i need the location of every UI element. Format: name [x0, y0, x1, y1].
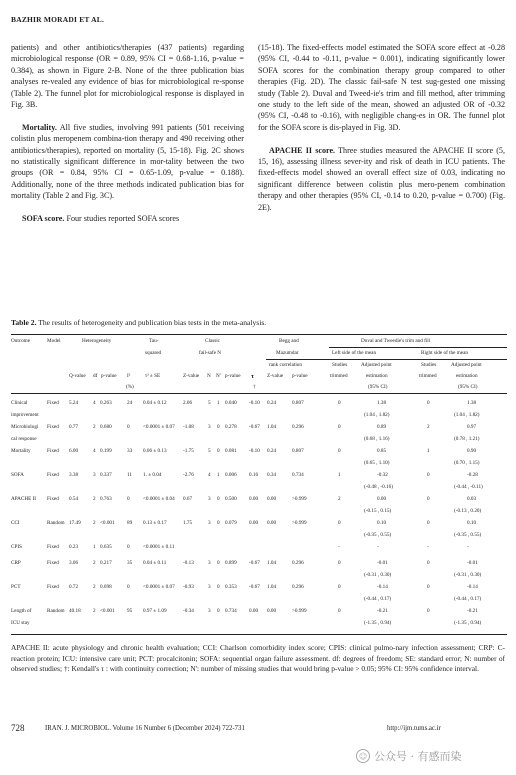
- table-cell-i2: 24: [127, 400, 133, 406]
- table-cell-n: 3: [208, 496, 211, 502]
- table-cell-i2: 11: [127, 472, 132, 478]
- table-cell-ci-l: (1.04 , 1.82): [364, 412, 390, 418]
- table-rule-duval: [329, 347, 507, 348]
- table-cell-q: 17.49: [69, 520, 81, 526]
- table-cell-pv3: 0.296: [292, 584, 304, 590]
- header-classic-2: fail-safe N: [199, 350, 222, 356]
- table-cell-ad-r: 0.03: [467, 496, 477, 502]
- header-q: Q-value: [69, 373, 86, 379]
- table-cell-q: 0.77: [69, 424, 79, 430]
- header-heterogeneity: Heterogeneity: [82, 338, 112, 344]
- table-cell-ci-r: (0.78 , 1.21): [454, 436, 480, 442]
- table-cell-df: 2: [93, 424, 96, 430]
- table-cell-n: 3: [208, 608, 211, 614]
- table-cell-np: 1: [217, 400, 220, 406]
- paragraph-text: All five studies, involving 991 patients (501 receiving colistin plus meropenem combina-tion therapy and 490 receiving other antibiotics/therapies), reported on mortality (5, 15-18). Fig. 2C shows no statistically significant difference in mor-tality between the two groups (OR = 0.84, 95% CI = 0.65-1.09, p-value = 0.188). Additionally, none of the three methods indicated publication bias for mortality (Table 2 and Fig. 3C).: [11, 122, 244, 201]
- table-cell-st-l: 0: [338, 560, 341, 566]
- table-cell-df: 2: [93, 608, 96, 614]
- table-cell-pv3: 0.807: [292, 448, 304, 454]
- table-cell-tau: <0.0001 ± 0.04: [143, 496, 175, 502]
- table-cell-pv2: 0.081: [225, 448, 237, 454]
- table-cell-pv: 0.217: [100, 560, 112, 566]
- header-tau-squared-2: squared: [145, 350, 162, 356]
- table-cell-z2: 1.04: [267, 584, 277, 590]
- table-cell-outcome: APACHE II: [11, 496, 37, 502]
- table-cell-outcome: CPIS: [11, 544, 22, 550]
- table-cell-st-r: 2: [427, 424, 430, 430]
- results-table: [11, 334, 507, 636]
- table-cell-outcome2: ICU stay: [11, 620, 30, 626]
- table-cell-z: 0.67: [183, 496, 193, 502]
- paragraph-text: Four studies reported SOFA scores: [64, 214, 180, 224]
- table-cell-ad-r: -0.21: [467, 608, 478, 614]
- table-cell-ad-r: -0.01: [467, 560, 478, 566]
- table-cell-outcome: CRP: [11, 560, 21, 566]
- header-i2-unit: (%): [126, 384, 134, 390]
- section-heading: SOFA score.: [22, 214, 65, 224]
- table-cell-ci-r: (-0.35 , 0.55): [454, 532, 482, 538]
- table-cell-q: 3.38: [69, 472, 79, 478]
- table-cell-tau: 1. ± 0.04: [143, 472, 162, 478]
- table-cell-outcome: Microbiologi: [11, 424, 39, 430]
- table-cell-pv2: 0.734: [225, 608, 237, 614]
- table-cell-outcome: PCT: [11, 584, 21, 590]
- table-cell-tk: 0.16: [249, 472, 259, 478]
- table-cell-np: 0: [217, 424, 220, 430]
- table-rule-top: [11, 334, 507, 335]
- wechat-icon: [356, 749, 370, 763]
- paragraph: [11, 213, 244, 224]
- table-cell-model: Fixed: [47, 496, 59, 502]
- table-cell-pv2: 0.899: [225, 560, 237, 566]
- header-adjusted-r: Adjusted point: [451, 362, 482, 368]
- table-cell-ci-r: (-0.31 , 0.30): [454, 572, 482, 578]
- table-cell-z: -1.08: [183, 424, 194, 430]
- table-cell-outcome: Mortality: [11, 448, 31, 454]
- header-adjusted: Adjusted point: [361, 362, 392, 368]
- table-cell-model: Fixed: [47, 400, 59, 406]
- table-rule-sub: [266, 359, 507, 360]
- table-cell-z: -2.76: [183, 472, 194, 478]
- table-cell-n: 3: [208, 424, 211, 430]
- table-rule-header: [11, 393, 507, 394]
- table-cell-n: 5: [208, 448, 211, 454]
- table-cell-st-l: 0: [338, 400, 341, 406]
- header-trimmed-r: trimmed: [419, 373, 437, 379]
- header-trimmed: trimmed: [330, 373, 348, 379]
- table-cell-ad-r: 0.97: [467, 424, 477, 430]
- table-cell-st-r: -: [427, 544, 429, 550]
- table-cell-outcome2: improvement: [11, 412, 39, 418]
- table-cell-q: 0.54: [69, 496, 79, 502]
- table-cell-np: 0: [217, 448, 220, 454]
- table-cell-pv: 0.635: [100, 544, 112, 550]
- table-cell-st-r: 0: [427, 472, 430, 478]
- table-cell-st-l: 0: [338, 448, 341, 454]
- header-estimation: estimation: [366, 373, 388, 379]
- table-cell-tk: -0.67: [249, 584, 260, 590]
- table-cell-st-l: 1: [338, 472, 341, 478]
- table-cell-st-r: 0: [427, 560, 430, 566]
- table-cell-pv2: 0.278: [225, 424, 237, 430]
- table-cell-ad-l: 0.89: [377, 424, 387, 430]
- table-cell-outcome: Clinical: [11, 400, 28, 406]
- table-cell-z: -0.13: [183, 560, 194, 566]
- table-cell-n: 3: [208, 584, 211, 590]
- table-cell-ci-l: (-0.35 , 0.55): [364, 532, 392, 538]
- table-cell-st-l: 0: [338, 608, 341, 614]
- table-cell-tau: 0.97 ± 1.09: [143, 608, 167, 614]
- table-cell-ci-r: (-0.44 , 0.17): [454, 596, 482, 602]
- table-cell-tau: 0.04 ± 0.11: [143, 560, 167, 566]
- table-cell-i2: 95: [127, 608, 133, 614]
- table-cell-ad-r: 1.38: [467, 400, 477, 406]
- table-cell-z2: 0.34: [267, 472, 277, 478]
- table-cell-z2: 0.24: [267, 400, 277, 406]
- table-cell-pv2: 0.079: [225, 520, 237, 526]
- table-cell-tau: <0.0001 ± 0.07: [143, 584, 175, 590]
- table-cell-pv3: 0.807: [292, 400, 304, 406]
- header-begg: Begg and: [279, 338, 299, 344]
- table-cell-pv: 0.680: [100, 424, 112, 430]
- table-cell-st-l: 0: [338, 584, 341, 590]
- table-cell-df: 1: [93, 544, 96, 550]
- header-studies-r: Studies: [421, 362, 437, 368]
- header-pvalue: p-value: [101, 373, 117, 379]
- header-studies: Studies: [332, 362, 348, 368]
- table-cell-ci-r: (-0.44 , -0.11): [454, 484, 483, 490]
- table-cell-i2: 0: [127, 496, 130, 502]
- table-cell-st-l: -: [338, 544, 340, 550]
- table-cell-pv3: >0.999: [292, 496, 307, 502]
- table-cell-outcome: CCI: [11, 520, 20, 526]
- header-outcome: Outcome: [11, 338, 31, 344]
- table-cell-model: Fixed: [47, 584, 59, 590]
- table-cell-np: 0: [217, 496, 220, 502]
- table-cell-i2: 0: [127, 424, 130, 430]
- table-cell-pv: 0.199: [100, 448, 112, 454]
- table-cell-st-r: 0: [427, 520, 430, 526]
- table-cell-z: -1.75: [183, 448, 194, 454]
- table-cell-tau: 0.04 ± 0.12: [143, 400, 167, 406]
- table-cell-ci-r: (1.04 , 1.82): [454, 412, 480, 418]
- table-cell-tk: -0.67: [249, 560, 260, 566]
- journal-citation: IRAN. J. MICROBIOL. Volume 16 Number 6 (December 2024) 722-731: [45, 725, 245, 732]
- table-cell-tau: 0.06 ± 0.13: [143, 448, 167, 454]
- header-n-prime: N': [216, 373, 221, 379]
- table-cell-ad-l: -0.32: [377, 472, 388, 478]
- table-cell-i2: 33: [127, 448, 133, 454]
- table-cell-ci-l: (-0.15 , 0.15): [364, 508, 392, 514]
- header-pvalue-3: p-value: [292, 373, 308, 379]
- journal-url: http://ijm.tums.ac.ir: [387, 725, 441, 732]
- table-cell-st-r: 1: [427, 448, 430, 454]
- table-cell-q: 6.00: [69, 448, 79, 454]
- right-column: [258, 42, 505, 224]
- header-model: Model: [47, 338, 61, 344]
- table-cell-ad-l: -: [377, 544, 379, 550]
- table-cell-q: 0.23: [69, 544, 79, 550]
- paragraph: [11, 122, 244, 202]
- table-cell-np: 0: [217, 560, 220, 566]
- table-cell-pv: 0.337: [100, 472, 112, 478]
- table-cell-model: Fixed: [47, 424, 59, 430]
- table-footnote: APACHE II: acute physiology and chronic health evaluation; CCI: Charlson comorbidity index score; CPIS: clinical pulmo-nary infection assessment; CRP: C-reaction protein; ICU: intensive care unit; PCT: procalcitonin; SOFA: sequential organ failure assessment. df: degrees of freedom; SE: standard error; N: number of observed studies; †: Kendall's τ : with continuity correction; N': number of missing studies that would bring p-value > 0.05; 95% CI: 95% confidence interval.: [11, 643, 505, 674]
- header-dagger: †: [253, 384, 256, 390]
- table-cell-ad-l: -0.14: [377, 584, 388, 590]
- table-cell-z2: 0.00: [267, 520, 277, 526]
- table-cell-ad-l: 0.85: [377, 448, 387, 454]
- table-cell-outcome2: cal response: [11, 436, 37, 442]
- left-column: [11, 42, 244, 236]
- table-caption-text: The results of heterogeneity and publication bias tests in the meta-analysis.: [36, 318, 267, 327]
- table-cell-tk: -0.10: [249, 400, 260, 406]
- table-cell-np: 0: [217, 584, 220, 590]
- table-cell-ci-l: (-0.48 , -0.16): [364, 484, 393, 490]
- table-cell-df: 2: [93, 520, 96, 526]
- header-df: df: [93, 373, 98, 379]
- table-cell-tau: <0.0001 ± 0.11: [143, 544, 175, 550]
- table-cell-pv3: >0.999: [292, 608, 307, 614]
- table-cell-i2: 35: [127, 560, 133, 566]
- table-cell-tk: 0.00: [249, 496, 259, 502]
- header-tau-squared: Tau-: [149, 338, 159, 344]
- table-cell-model: Fixed: [47, 448, 59, 454]
- header-right-side: Right side of the mean: [421, 350, 468, 356]
- table-cell-ad-l: -0.21: [377, 608, 388, 614]
- table-cell-df: 2: [93, 560, 96, 566]
- table-cell-n: 5: [208, 400, 211, 406]
- header-ci-r: (95% CI): [458, 384, 478, 390]
- table-cell-st-l: 0: [338, 424, 341, 430]
- paragraph: (15-18). The fixed-effects model estimated the SOFA score effect at -0.28 (95% CI, -0.44 to -0.11, p-value = 0.001), indicating significantly lower SOFA scores for the combination therapy group compared to other therapies (Fig. 2D). The classic fail-safe N test sug-gested one missing study (Table 2). Duval and Tweed-ie's trim and fill method, after trimming one study to the left side of the mean, showed an adjusted OR of -0.32 (95% CI, -0.48 to -0.16), with negligible chang-es in OR. The funnel plot for the SOFA score is dis-played in Fig. 3D.: [258, 43, 505, 132]
- table-cell-df: 4: [93, 400, 96, 406]
- header-ci: (95% CI): [368, 384, 388, 390]
- table-cell-n: 4: [208, 472, 211, 478]
- paragraph: patients) and other antibiotics/therapies (437 patients) regarding microbiological response (OR = 0.89, 95% CI = 0.68-1.16, p-value = 0.384), as shown in Figure 2-B. None of the three publication bias analyses re-vealed any evidence of bias for microbiological re-sponse (Table 2). The funnel plot for microbiological response is displayed in Fig. 3B.: [11, 43, 244, 110]
- table-cell-ad-r: 0.90: [467, 448, 477, 454]
- table-cell-q: 3.06: [69, 560, 79, 566]
- header-z-2: Z-value: [267, 373, 284, 379]
- table-cell-pv3: 0.296: [292, 560, 304, 566]
- header-left-side: Left side of the mean: [332, 350, 377, 356]
- table-cell-ad-r: 0.10: [467, 520, 477, 526]
- table-cell-z: -0.34: [183, 608, 194, 614]
- header-classic: Classic: [205, 338, 220, 344]
- header-begg-2: Mazumdar: [276, 350, 299, 356]
- table-cell-tk: -0.67: [249, 424, 260, 430]
- table-cell-pv: 0.263: [100, 400, 112, 406]
- table-cell-model: Fixed: [47, 560, 59, 566]
- table-cell-i2: 0: [127, 584, 130, 590]
- table-cell-z: 2.06: [183, 400, 193, 406]
- table-cell-z: 1.75: [183, 520, 193, 526]
- table-cell-tk: 0.00: [249, 520, 259, 526]
- table-cell-i2: 89: [127, 520, 133, 526]
- table-cell-ad-r: -: [467, 544, 469, 550]
- table-cell-df: 4: [93, 448, 96, 454]
- table-cell-pv: 0.763: [100, 496, 112, 502]
- table-cell-ci-l: (0.65 , 1.10): [364, 460, 390, 466]
- table-cell-ci-r: (0.70 , 1.15): [454, 460, 480, 466]
- table-cell-pv3: 0.734: [292, 472, 304, 478]
- table-cell-outcome: SOFA: [11, 472, 24, 478]
- table-cell-model: Random: [47, 608, 65, 614]
- paragraph: [258, 145, 505, 213]
- table-cell-pv2: 0.040: [225, 400, 237, 406]
- table-cell-i2: 0: [127, 544, 130, 550]
- watermark: [356, 748, 462, 764]
- table-cell-pv: <0.001: [100, 608, 115, 614]
- table-cell-tk: -0.10: [249, 448, 260, 454]
- table-cell-np: 1: [217, 472, 220, 478]
- section-heading: Mortality.: [22, 122, 57, 132]
- table-cell-pv: <0.001: [100, 520, 115, 526]
- table-cell-z: -0.93: [183, 584, 194, 590]
- table-cell-ci-l: (-0.44 , 0.17): [364, 596, 392, 602]
- table-cell-ad-l: 1.38: [377, 400, 387, 406]
- table-cell-z2: 1.04: [267, 424, 277, 430]
- page-number: 728: [11, 723, 25, 733]
- table-cell-pv: 0.698: [100, 584, 112, 590]
- header-z: Z-value: [183, 373, 200, 379]
- header-estimation-r: estimation: [456, 373, 478, 379]
- header-tau-se: τ² ± SE: [145, 373, 161, 379]
- table-cell-pv3: >0.999: [292, 520, 307, 526]
- table-cell-st-r: 0: [427, 400, 430, 406]
- table-cell-model: Fixed: [47, 472, 59, 478]
- header-kendall-tau: τ: [251, 373, 254, 380]
- table-cell-tau: 0.13 ± 0.17: [143, 520, 167, 526]
- table-cell-pv3: 0.296: [292, 424, 304, 430]
- table-cell-z2: 0.00: [267, 496, 277, 502]
- table-cell-model: Random: [47, 520, 65, 526]
- header-duval: Duval and Tweedie's trim and fill: [361, 338, 431, 344]
- paragraph-text: Three studies measured the APACHE II score (5, 15, 16), assessing illness sever-ity and risk of death in ICU patients. The fixed-effects model showed an overall effect size of 0.03, indicating no significant difference between colistin plus mero-penem combination therapy and other therapies (95% CI, -0.14 to 0.20, p-value = 0.700) (Fig. 2E).: [258, 145, 505, 212]
- table-cell-ci-r: (-0.13 , 0.20): [454, 508, 482, 514]
- table-cell-pv2: 0.500: [225, 496, 237, 502]
- table-cell-st-r: 0: [427, 608, 430, 614]
- table-cell-n: 3: [208, 520, 211, 526]
- table-cell-np: 0: [217, 608, 220, 614]
- table-cell-ci-r: (-1.35 , 0.94): [454, 620, 482, 626]
- table-cell-ad-l: -0.01: [377, 560, 388, 566]
- table-cell-tk: 0.00: [249, 608, 259, 614]
- table-cell-ad-r: -0.14: [467, 584, 478, 590]
- table-cell-ci-l: (-0.31 , 0.30): [364, 572, 392, 578]
- table-cell-ad-r: -0.28: [467, 472, 478, 478]
- table-cell-z2: 1.04: [267, 560, 277, 566]
- header-begg-3: rank correlation: [269, 362, 302, 368]
- table-cell-model: Fixed: [47, 544, 59, 550]
- table-cell-tau: <0.0001 ± 0.07: [143, 424, 175, 430]
- table-caption: [11, 318, 266, 327]
- header-i2: I²: [127, 373, 131, 379]
- table-cell-df: 3: [93, 472, 96, 478]
- table-cell-st-r: 0: [427, 584, 430, 590]
- table-cell-df: 2: [93, 496, 96, 502]
- table-cell-st-l: 0: [338, 520, 341, 526]
- header-pvalue-2: p-value: [225, 373, 241, 379]
- table-cell-n: 3: [208, 560, 211, 566]
- table-cell-ci-l: (0.68 , 1.16): [364, 436, 390, 442]
- table-cell-z2: 0.24: [267, 448, 277, 454]
- table-cell-df: 2: [93, 584, 96, 590]
- table-cell-q: 0.72: [69, 584, 79, 590]
- table-cell-q: 5.24: [69, 400, 79, 406]
- table-cell-np: 0: [217, 520, 220, 526]
- table-cell-st-r: 0: [427, 496, 430, 502]
- table-cell-pv2: 0.006: [225, 472, 237, 478]
- running-header: BAZHIR MORADI ET AL.: [11, 15, 105, 24]
- table-cell-ad-l: 0.10: [377, 520, 387, 526]
- table-cell-pv2: 0.353: [225, 584, 237, 590]
- table-cell-st-l: 2: [338, 496, 341, 502]
- table-cell-q: 40.18: [69, 608, 81, 614]
- table-cell-outcome: Length of: [11, 608, 32, 614]
- watermark-text: 公众号 · 有感而染: [374, 750, 462, 763]
- table-rule-bottom: [11, 634, 507, 635]
- section-heading: APACHE II score.: [269, 145, 336, 155]
- table-cell-ad-l: 0.00: [377, 496, 387, 502]
- table-cell-ci-l: (-1.35 , 0.94): [364, 620, 392, 626]
- table-caption-label: Table 2.: [11, 318, 37, 327]
- header-n: N: [207, 373, 211, 379]
- table-cell-z2: 0.00: [267, 608, 277, 614]
